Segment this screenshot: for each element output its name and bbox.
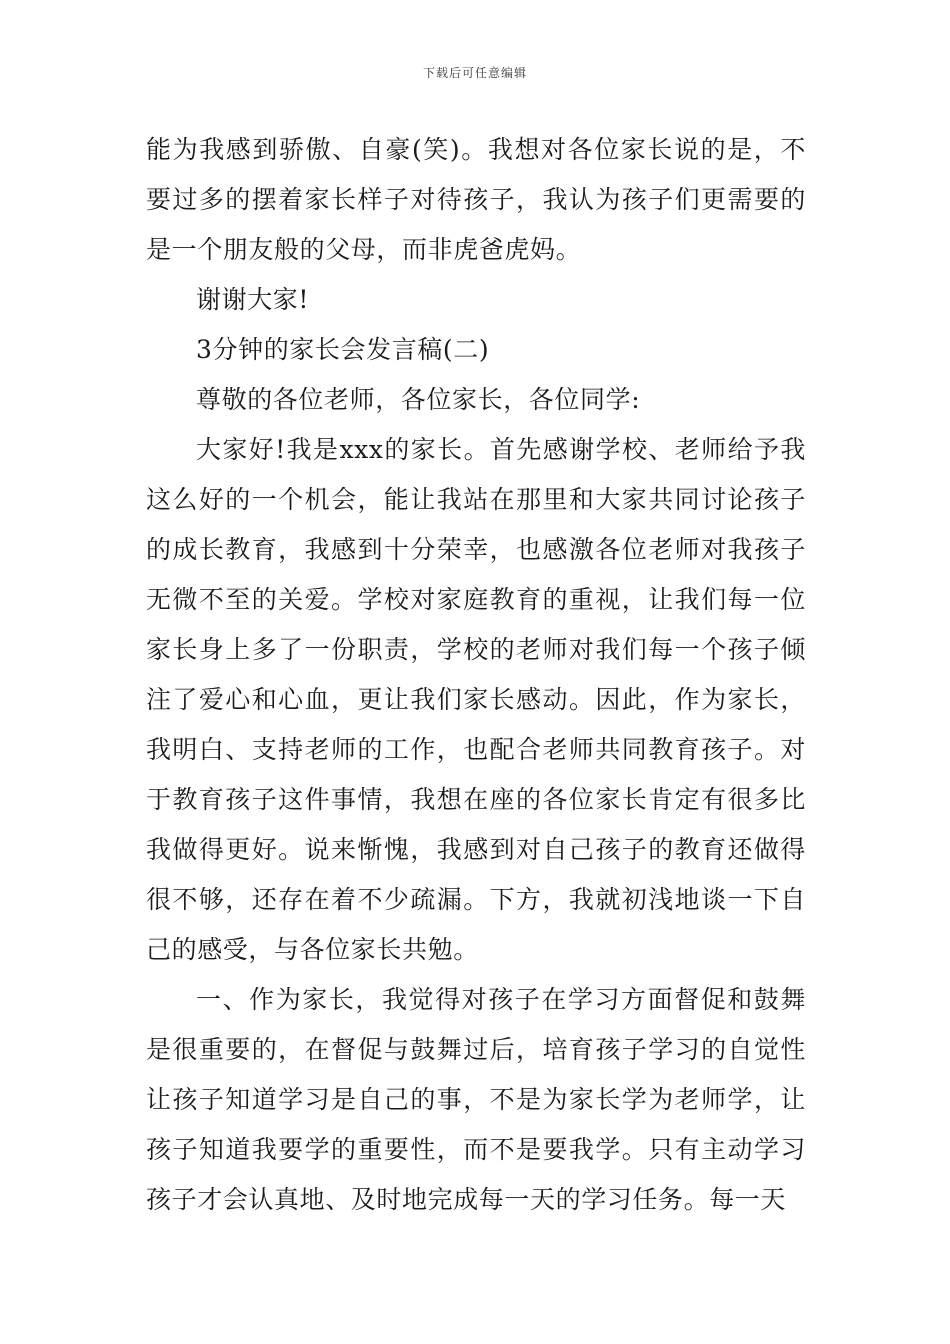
paragraph-1: 能为我感到骄傲、自豪(笑)。我想对各位家长说的是，不要过多的摆着家长样子对待孩子，我认为孩子们更需要的是一个朋友般的父母，而非虎爸虎妈。 — [146, 135, 806, 264]
paragraph-6: 一、作为家长，我觉得对孩子在学习方面督促和鼓舞是很重要的，在督促与鼓舞过后，培育孩子学习的自觉性让孩子知道学习是自己的事，不是为家长学为老师学，让孩子知道我要学的重要性，而不是要我学。只有主动学习孩子才会认真地、及时地完成每一天的学习任务。每一天 — [146, 985, 806, 1214]
paragraph-5: 大家好!我是xxx的家长。首先感谢学校、老师给予我这么好的一个机会，能让我站在那里和大家共同讨论孩子的成长教育，我感到十分荣幸，也感激各位老师对我孩子无微不至的关爱。学校对家庭教育的重视，让我们每一位家长身上多了一份职责，学校的老师对我们每一个孩子倾注了爱心和心血，更让我们家长感动。因此，作为家长，我明白、支持老师的工作，也配合老师共同教育孩子。对于教育孩子这件事情，我想在座的各位家长肯定有很多比我做得更好。说来惭愧，我感到对自己孩子的教育还做得很不够，还存在着不少疏漏。下方，我就初浅地谈一下自己的感受，与各位家长共勉。 — [146, 435, 806, 964]
section-title: 3分钟的家长会发言稿(二) — [196, 335, 490, 364]
paragraph-2: 谢谢大家! — [196, 285, 310, 314]
salutation: 尊敬的各位老师，各位家长，各位同学: — [196, 385, 641, 414]
page-header: 下载后可任意编辑 — [422, 66, 527, 80]
document-body — [146, 125, 806, 1225]
